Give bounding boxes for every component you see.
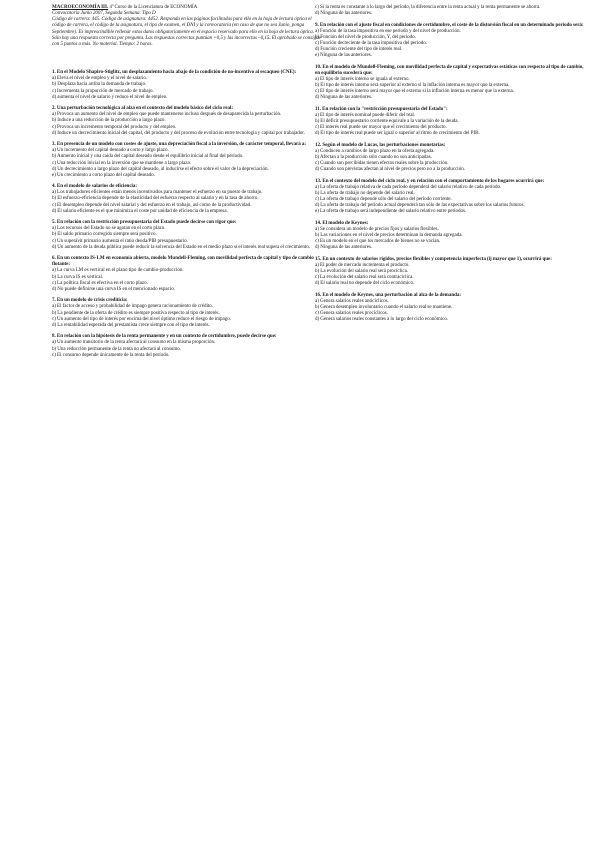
question-title: 12. Según el modelo de Lucas, las perturbaciones monetarias: [315,141,446,148]
question-title: 1. En el Modelo Shapiro-Stiglitz, un desplazamiento hacia abajo de la condición de no-incentivo al escaqueo (CNE): [52,69,297,76]
answer-option: a) La curva LM es vertical en el plano tipo de cambio-producción. [52,267,184,274]
answer-option: d) Ninguna de las anteriores. [315,244,373,251]
answer-option: c) Si la renta es constante a lo largo del período, la diferencia entre la renta actual y la renta permanente se ahorra. [315,4,541,10]
exam-instructions: Código de carrera: 445. Código de asignatura: 4452. Responda en las páginas facilitadas para ello en la hoja de lectura óptica el código de carrera, el código de la asignatura, el tipo de examen, el DNI y la convocatoria (en caso de que no sea Junio, ponga Septiembre). Es imprescindible rellenar estos datos obligatoriamente en el espacio reservado para ello en la hoja de lectura óptica. Sólo hay una respuesta correcta por pregunta. Las respuestas correctas puntúan +0,5 y las incorrectas –0,15. El aprobado se consigue con 5 puntos o más. No material. Tiempo: 2 horas. [52,16,321,47]
exam-header [52,4,322,47]
answer-option: d) El tipo de interés real puede ser igual o superior al ritmo de crecimiento del PIB. [315,130,480,137]
question-title: 6. En un contexto IS-LM en economía abierta, modelo Mundell-Fleming, con movilidad perfecta de capital y tipo de cambio flotante: [52,255,314,268]
answer-option: a) Conducen a cambios de largo plazo en la oferta agregada. [315,147,435,154]
exam-session: Convocatoria Junio 2007, Segunda Semana. Tipo D [52,10,156,17]
question-block [315,292,585,323]
answer-option: b) Induce a una reducción de la producción a largo plazo. [52,117,166,124]
answer-option: c) Función decreciente de la tasa impositiva del período. [315,39,427,46]
answer-option: a) El tipo de interés nominal puede diferir del real. [315,111,416,118]
question-block [52,255,322,292]
answer-option: a) Función de la tasa impositiva en ese período y del nivel de producción. [315,27,461,34]
answer-option: d) Cuando son previstas afectan al nivel de precios pero no a la producción. [315,166,465,173]
answer-option: c) Incrementa la proporción de mercado de trabajo. [52,87,154,94]
question-block [52,297,322,328]
answer-option: b) Afectan a la producción sólo cuando no son anticipadas. [315,154,432,161]
answer-option: a) El tipo de interés interno se iguala al externo. [315,75,410,82]
answer-option: a) El poder de mercado incrementa el producto. [315,261,410,268]
answer-option: e) Un crecimiento a corto plazo del capital deseado. [52,171,155,178]
question-title: 8. En relación con la hipótesis de la renta permanente y en un contexto de certidumbre, puede decirse que: [52,333,277,340]
question-title: 5. En relación con la restricción presupuestaria del Estado puede decirse con rigor que: [52,219,237,226]
right-question-list [315,4,585,323]
question-block [315,178,585,215]
answer-option: b) El saldo primario corregido siempre será positivo. [52,231,157,238]
answer-option: b) El esfuerzo-eficiencia depende de la elasticidad del esfuerzo respecto al salario y en la tasa de ahorro. [52,195,259,202]
question-block [315,22,585,59]
question-title: 13. En el contexto del modelo del ciclo real, y en relación con el comportamiento de los hogares ocurrirá que: [315,177,545,184]
question-block [52,105,322,136]
answer-option: d) Induce un decrecimiento inicial del capital, del producto y del proceso de evolución entre tecnología y capital por trabajador. [52,129,305,136]
answer-option: a) La oferta de trabajo relativa de cada período dependerá del salario relativo de cada período. [315,183,502,190]
answer-option: c) Un aumento del tipo de interés por encima del nivel óptimo reduce el riesgo de impago. [52,315,231,322]
answer-option: c) Una reducción inicial en la inversión que se mantiene a largo plazo. [52,159,192,166]
answer-option: c) La oferta de trabajo depende sólo del salario del período corriente. [315,196,452,203]
answer-option: d) Un aumento de la deuda pública puede reducir la solvencia del Estado en el medio plazo si el interés real supera el crecimiento. [52,243,310,250]
answer-option: d) La rentabilidad esperada del prestamista crece siempre con el tipo de interés. [52,321,210,328]
answer-option: c) Es un modelo en el que los mercados de bienes no se vacían. [315,238,441,245]
answer-option: d) aumenta el nivel de salario y reduce el nivel de empleo. [52,93,168,100]
question-block [52,183,322,214]
answer-option: a) Un aumento transitorio de la renta afectará al consumo en la misma proporción. [52,339,216,346]
answer-option: b) Desplaza hacia arriba la demanda de trabajo. [52,81,147,88]
answer-option: e) La oferta de trabajo será independiente del salario relativo entre períodos. [315,208,467,215]
answer-option: b) La pendiente de la oferta de crédito es siempre positiva respecto al tipo de interés. [52,309,220,316]
answer-option: d) Ninguna de las anteriores. [315,94,373,101]
answer-option: a) Se considera un modelo de precios fijos y salarios flexibles. [315,225,439,232]
answer-option: b) Las variaciones en el nivel de precios determinan la demanda agregada. [315,232,463,239]
question-title: 15. En un contexto de salarios rígidos, precios flexibles y competencia imperfecta (ij mayor que 1), ocurrirá que: [315,255,552,262]
answer-option: c) El consumo depende únicamente de la renta del período. [52,351,170,358]
question-block [315,220,585,251]
answer-option: b) El déficit presupuestario corriente equivale a la variación de la deuda. [315,118,459,125]
answer-option: a) Eleva el nivel de empleo y el nivel de salario. [52,75,148,82]
question-title: 10. En el modelo de Mundell-Fleming, con movilidad perfecta de capital y expectativas estáticas con respecto al tipo de cambio, en equilibrio sucederá que: [315,63,584,76]
answer-option: a) Los recursos del Estado no se agotan en el corto plazo. [52,225,166,232]
left-question-list [52,69,322,358]
question-block [52,141,322,178]
answer-option: d) El salario real no depende del ciclo económico. [315,280,415,287]
answer-option: c) La política fiscal es efectiva en el corto plazo. [52,279,148,286]
answer-option: c) Cuando son percibidas tienen efectos reales sobre la producción. [315,160,449,167]
answer-option: d) No puede definirse una curva IS en el mencionado espacio. [52,285,175,292]
answer-option: a) Provoca un aumento del nivel de empleo que puede mantenerse incluso después de desaparecida la perturbación. [52,111,282,118]
answer-option: a) El factor de acceso y probabilidad de impago genera racionamiento de crédito. [52,303,214,310]
question-block [315,256,585,287]
answer-option: b) La curva IS es vertical. [52,273,104,280]
question-block [315,64,585,101]
answer-option: c) El tipo de interés interno será mayor que el externo si la inflación interna es menor que la externa. [315,88,514,95]
answer-option: c) Genera salarios reales procíclicos. [315,310,388,317]
course-title: MACROECONOMÍA III. [52,4,109,10]
answer-option: a) Genera salarios reales anticíclicos. [315,297,389,304]
answer-option: c) Provoca un incremento temporal del producto y del empleo. [52,123,177,130]
left-column [52,4,322,363]
answer-option: a) Los trabajadores eficientes están menos incentivados para mantener el esfuerzo en su puesto de trabajo. [52,189,263,196]
answer-option: b) Función del nivel de producción, Y, del período. [315,33,416,40]
answer-option: b) El tipo de interés interno será superior al externo si la inflación interna es mayor que la externa. [315,82,510,89]
question-block [315,106,585,137]
answer-option: b) Una reducción permanente de la renta no afectará al consumo. [52,345,182,352]
question-title: 3. En presencia de un modelo con costes de ajuste, una depreciación fiscal a la inversión, de carácter temporal, llevará a: [52,141,307,148]
answer-option: e) Ninguna de las anteriores. [315,52,372,59]
answer-option: b) Aumento inicial y una caída del capital deseado desde el equilibrio inicial al final del período. [52,153,244,160]
answer-option: c) El desempleo depende del nivel salarial y del esfuerzo en el trabajo, así como de la productividad. [52,201,252,208]
answer-option: d) Un decrecimiento a largo plazo del capital deseado, al inducirse el efecto sobre el valor de la depreciación. [52,165,269,172]
course-subtitle: 4º Curso de la Licenciatura de ECONOMÍA [109,4,198,10]
answer-option: d) El salario eficiente es el que minimiza el coste por unidad de eficiencia de la empresa. [52,207,228,214]
answer-option: c) La evolución del salario real será contracíclica. [315,274,414,281]
question-title: 7. En un modelo de crisis crediticia: [52,297,128,304]
answer-option: b) Genera desempleo involuntario cuando el salario real se mantiene. [315,304,453,311]
question-block [315,142,585,173]
answer-option: c) Un superávit primario aumenta el ratio deuda/PIB presupuestario. [52,237,188,244]
answer-option: d) Función creciente del tipo de interés real. [315,46,403,53]
question-block [52,69,322,100]
answer-option: b) La oferta de trabajo no depende del salario real. [315,190,415,196]
question-title: 11. En relación con la "restricción presupuestaria del Estado": [315,105,448,112]
question-block [52,333,322,358]
answer-option: c) El interés real puede ser mayor que el crecimiento del producto. [315,124,447,131]
answer-option: a) Un incremento del capital deseado a corto y largo plazo. [52,147,169,154]
question-title: 16. En el modelo de Keynes, una perturbación al alza de la demanda: [315,291,462,298]
answer-option: d) La oferta de trabajo del período actual dependerá tan sólo de las expectativas sobre los salarios futuros. [315,202,525,209]
question-title: 2. Una perturbación tecnológica al alza en el contexto del modelo básico del ciclo real: [52,105,234,112]
answer-option: d) Ninguna de las anteriores. [315,10,373,17]
question-block [52,219,322,250]
question-title: 4. En el modelo de salarios de eficiencia: [52,183,138,190]
right-column [315,4,585,328]
question-title: 14. El modelo de Keynes: [315,219,369,226]
answer-option: d) Genera salarios reales constantes a lo largo del ciclo económico. [315,316,449,323]
answer-option: b) La evolución del salario real será procíclica. [315,268,409,275]
question-title: 9. En relación con el ajuste fiscal en condiciones de certidumbre, el coste de la distorsión fiscal en un determinado período será: [315,21,584,28]
question-block [315,4,585,16]
